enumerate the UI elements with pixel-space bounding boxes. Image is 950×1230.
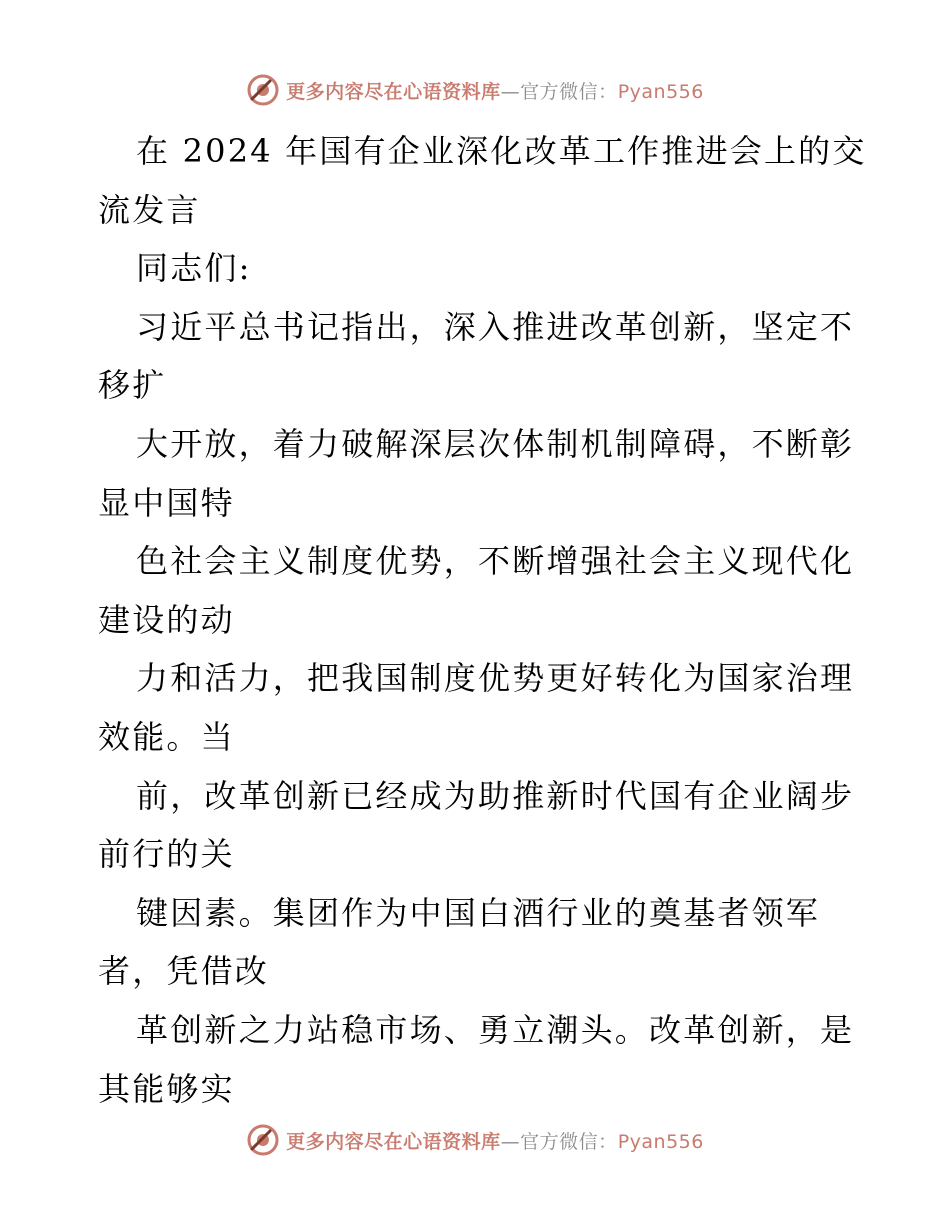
- banner-text: [286, 1127, 704, 1154]
- text-line: 键因素。集团作为中国白酒行业的奠基者领军: [136, 893, 821, 932]
- banner-slogan: 更多内容尽在心语资料库: [286, 80, 501, 103]
- banner-wechat-id: Pyan556: [617, 80, 704, 103]
- footer-banner: [0, 1120, 950, 1160]
- banner-text: [286, 77, 704, 104]
- text-line: 前行的关: [98, 835, 235, 874]
- text-line: 力和活力，把我国制度优势更好转化为国家治理: [136, 659, 855, 698]
- ink-brush-logo-icon: [246, 1123, 280, 1157]
- banner-separator: —: [500, 80, 521, 103]
- text-line: 流发言: [98, 190, 201, 229]
- text-line: 大开放，着力破解深层次体制机制障碍，不断彰: [136, 424, 855, 463]
- text-line: 在 2024 年国有企业深化改革工作推进会上的交: [136, 132, 867, 170]
- banner-separator: —: [500, 1130, 521, 1153]
- text-line: 显中国特: [98, 483, 235, 522]
- text-line: 前，改革创新已经成为助推新时代国有企业阔步: [136, 776, 855, 815]
- document-body: [98, 122, 867, 1118]
- text-line: 者，凭借改: [98, 952, 270, 991]
- text-line: 建设的动: [98, 600, 235, 639]
- text-line: 同志们:: [136, 249, 252, 288]
- banner-wechat-id: Pyan556: [617, 1130, 704, 1153]
- text-line: 习近平总书记指出，深入推进改革创新，坚定不: [136, 307, 855, 346]
- header-banner: [0, 70, 950, 110]
- text-line: 其能够实: [98, 1069, 235, 1108]
- banner-slogan: 更多内容尽在心语资料库: [286, 1130, 501, 1153]
- ink-brush-logo-icon: [246, 73, 280, 107]
- text-line: 移扩: [98, 366, 167, 405]
- text-line: 色社会主义制度优势，不断增强社会主义现代化: [136, 542, 855, 581]
- text-line: 效能。当: [98, 717, 235, 756]
- banner-wechat-label: 官方微信：: [520, 1130, 618, 1153]
- text-line: 革创新之力站稳市场、勇立潮头。改革创新，是: [136, 1010, 855, 1049]
- banner-wechat-label: 官方微信：: [520, 80, 618, 103]
